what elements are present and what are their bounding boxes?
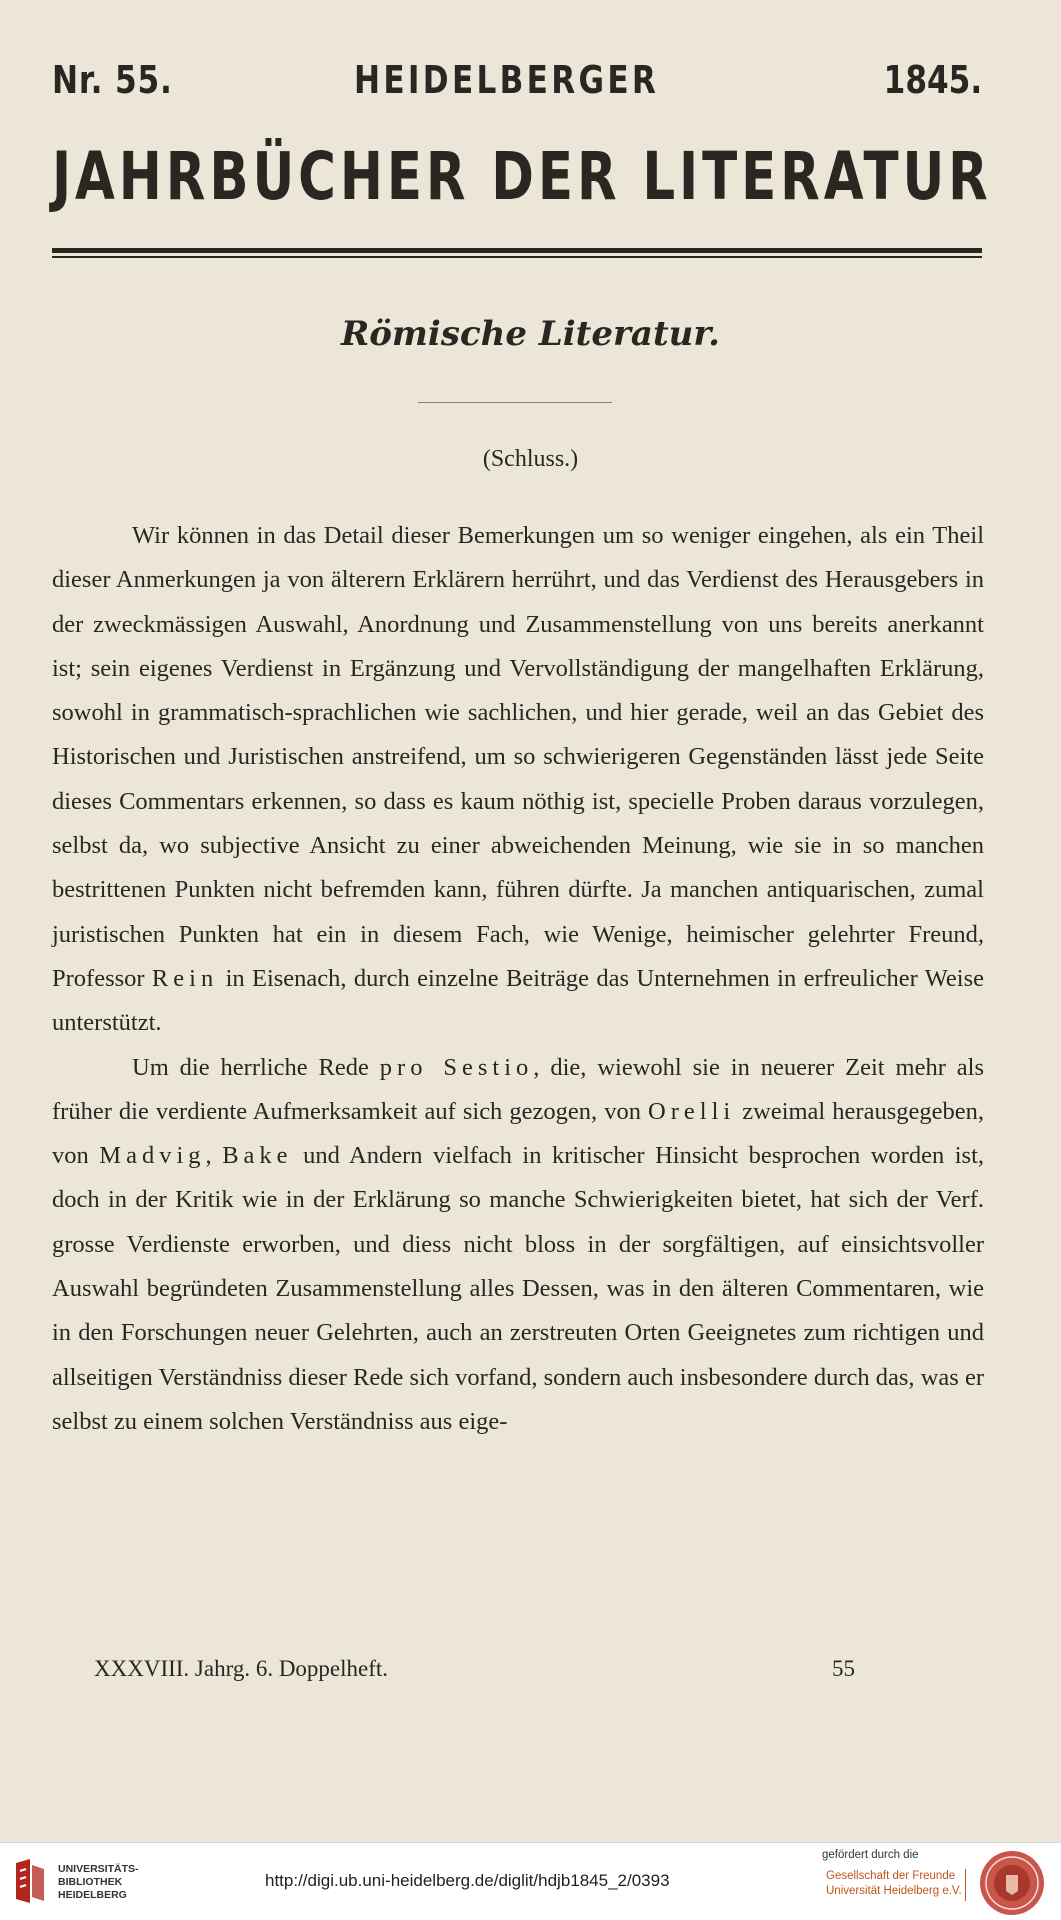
issue-number: Nr. 55. <box>52 58 173 102</box>
spaced-name: Orelli <box>648 1097 736 1125</box>
spaced-name: Madvig <box>99 1142 206 1170</box>
library-name[interactable]: UNIVERSITÄTS- BIBLIOTHEK HEIDELBERG <box>58 1863 139 1901</box>
paragraph: Wir können in das Detail dieser Bemerkungen um so weniger eingehen, als ein Theil dieser Anmerkungen ja von älterern Erklärern herrührt, und das Verdienst des Herausgebers in der zweckmässigen Auswahl, Anordnung und Zusammenstellung von uns bereits anerkannt ist; sein eigenes Verdienst in Ergänzung und Vervollständigung der mangelhaften Erklärung, sowohl in grammatisch-sprachlichen wie sachlichen, und hier gerade, weil an das Gebiet des Historischen und Juristischen anstreifend, um so schwierigeren Gegenständen lässt jede Seite dieses Commentars erkennen, so dass es kaum nöthig ist, specielle Proben daraus vorzulegen, selbst da, wo subjective Ansicht zu einer abweichenden Meinung, wie sie in so manchen bestrittenen Punkten nicht befremden kann, führen dürfte. Ja manchen antiquarischen, zumal juristischen Punkten hat ein in diesem Fach, wie Wenige, heimischer gelehrter Freund, Professor Rein in Eisenach, durch einzelne Beiträge das Unternehmen in erfreulicher Weise unterstützt. <box>52 522 984 1037</box>
title-separator <box>418 402 612 403</box>
page-number: 55 <box>832 1656 855 1681</box>
sponsor-name[interactable]: Gesellschaft der Freunde Universität Heidelberg e.V. <box>826 1870 962 1897</box>
sponsor-label: gefördert durch die <box>822 1849 919 1861</box>
spaced-name: Bake <box>222 1142 293 1170</box>
spaced-title: pro Sestio <box>379 1053 534 1081</box>
masthead-rule-thin <box>52 256 982 258</box>
viewer-footer-bar <box>0 1842 1061 1920</box>
article-body <box>52 514 984 1444</box>
issue-year: 1845. <box>883 58 982 102</box>
section-title: Römische Literatur. <box>340 314 720 354</box>
sponsor-divider <box>965 1869 966 1901</box>
signature-mark: XXXVIII. Jahrg. 6. Doppelheft. <box>94 1656 389 1681</box>
ub-heidelberg-logo-icon[interactable] <box>10 1857 50 1907</box>
spaced-name: Rein <box>151 964 219 992</box>
masthead-rule-thick <box>52 248 982 253</box>
journal-title: JAHRBÜCHER DER LITERATUR <box>52 138 992 215</box>
section-subtitle: (Schluss.) <box>482 446 579 472</box>
journal-name: HEIDELBERGER <box>354 58 660 102</box>
university-seal-icon[interactable] <box>978 1849 1046 1917</box>
masthead-header-line <box>52 58 982 108</box>
permalink-url[interactable]: http://digi.ub.uni-heidelberg.de/diglit/hdjb1845_2/0393 <box>265 1871 670 1890</box>
paragraph: Um die herrliche Rede pro Sestio, die, wiewohl sie in neuerer Zeit mehr als früher die verdiente Aufmerksamkeit auf sich gezogen, von Orelli zweimal herausgegeben, von Madvig, Bake und Andern vielfach in kritischer Hinsicht besprochen worden ist, doch in der Kritik wie in der Erklärung so manche Schwierigkeiten bietet, hat sich der Verf. grosse Verdienste erworben, und diess nicht bloss in der sorgfältigen, auf einsichtsvoller Auswahl begründeten Zusammenstellung alles Dessen, was in den älteren Commentaren, wie in den Forschungen neuer Gelehrten, auch an zerstreuten Orten Geeignetes zum richtigen und allseitigen Verständniss dieser Rede sich vorfand, sondern auch insbesondere durch das, was er selbst zu einem solchen Verständniss aus eige- <box>52 1053 985 1435</box>
